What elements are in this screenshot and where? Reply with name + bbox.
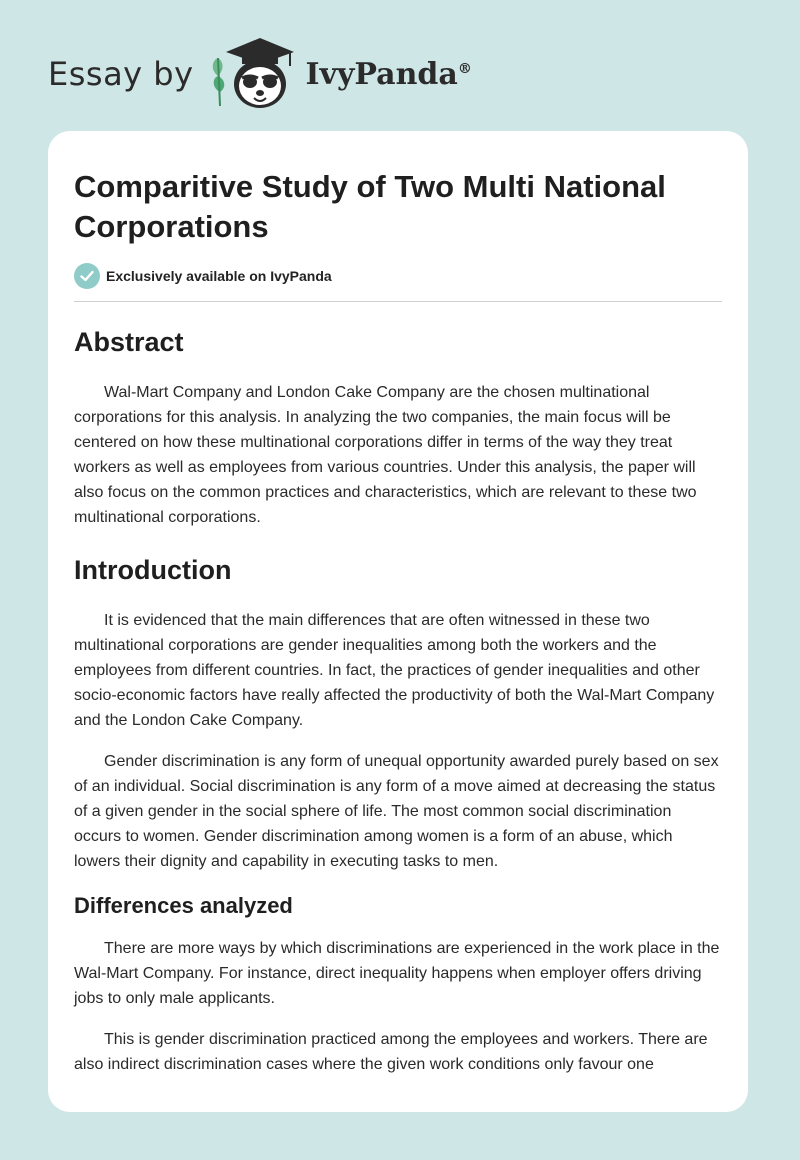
section-heading-differences: Differences analyzed [74, 893, 293, 918]
article-card [48, 131, 748, 1112]
differences-paragraph: There are more ways by which discriminations are experienced in the work place in the Wal-Mart Company. For instance, direct inequality happens when employer offers driving jobs to only male applicants. [74, 940, 720, 1007]
site-header [48, 36, 488, 112]
check-icon [74, 263, 100, 289]
introduction-paragraph: Gender discrimination is any form of unequal opportunity awarded purely based on sex of an individual. Social discrimination is any form of a move aimed at decreasing the status of a given gender in the social sphere of life. The most common social discrimination occurs to women. Gender discrimination among women is a form of an abuse, which lowers their dignity and capability in executing tasks to men. [74, 753, 719, 870]
section-heading-introduction: Introduction [74, 555, 232, 585]
abstract-paragraph: Wal-Mart Company and London Cake Company are the chosen multinational corporations for this analysis. In analyzing the two companies, the main focus will be centered on how these multinational corporations differ in terms of the way they treat workers as well as employees from various countries. Under this analysis, the paper will also focus on the common practices and characteristics, which are relevant to these two multinational corporations. [74, 384, 697, 526]
introduction-paragraph: It is evidenced that the main differences that are often witnessed in these two multinational corporations are gender inequalities among both the workers and the employees from different countries. In fact, the practices of gender inequalities and other socio-economic factors have really affected the productivity of both the Wal-Mart Company and the London Cake Company. [74, 612, 715, 729]
exclusive-label: Exclusively available on IvyPanda [106, 268, 332, 284]
differences-paragraph: This is gender discrimination practiced among the employees and workers. There are also indirect discrimination cases where the given work conditions only favour one [74, 1031, 708, 1073]
page-title: Comparitive Study of Two Multi National Corporations [74, 169, 666, 244]
brand-name[interactable] [306, 57, 472, 92]
section-heading-abstract: Abstract [74, 327, 184, 357]
brand-text: IvyPanda [305, 56, 458, 92]
registered-mark: ® [457, 60, 472, 77]
panda-logo-icon[interactable] [208, 36, 300, 112]
essay-by-label: Essay by [48, 55, 194, 93]
exclusive-badge [74, 263, 722, 302]
